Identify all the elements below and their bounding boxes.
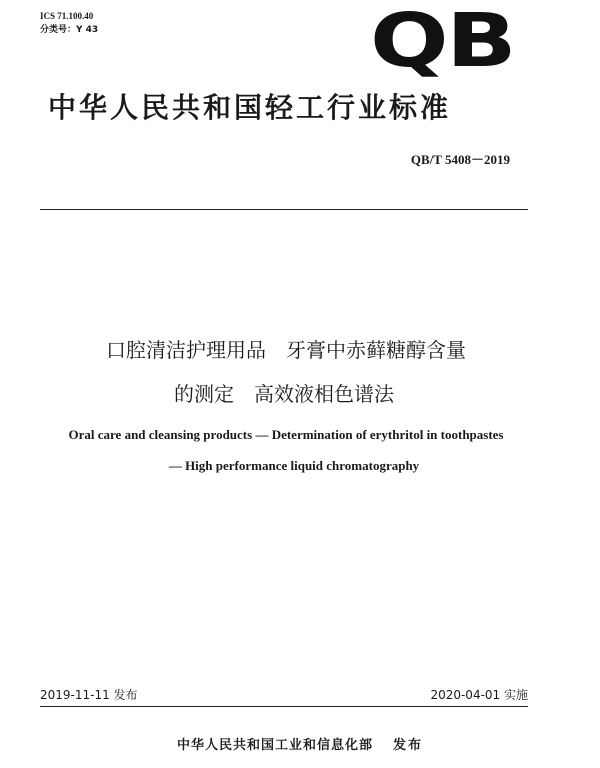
publisher-line	[0, 737, 600, 755]
english-title-line-2: — High performance liquid chromatography	[168, 458, 420, 473]
issue-date: 2019-11-11 发布	[40, 688, 138, 702]
publisher-action: 发布	[393, 738, 424, 753]
qb-logo: QB	[370, 0, 515, 84]
chinese-title-line-1: 口腔清洁护理用品 牙膏中赤藓糖醇含量	[106, 338, 466, 362]
ics-code: ICS 71.100.40	[40, 11, 94, 21]
implementation-date: 2020-04-01 实施	[430, 688, 528, 702]
top-divider	[40, 209, 528, 210]
classification-code: 分类号：Y 43	[40, 25, 99, 35]
english-title-line-1: Oral care and cleansing products — Determination of erythritol in toothpastes	[68, 427, 504, 442]
standard-category-title: 中华人民共和国轻工行业标准	[48, 91, 452, 124]
chinese-title-line-2: 的测定 高效液相色谱法	[174, 382, 394, 406]
publisher-organization: 中华人民共和国工业和信息化部	[176, 738, 373, 753]
standard-number: QB/T 5408－2019	[410, 152, 510, 167]
bottom-divider	[40, 706, 528, 707]
